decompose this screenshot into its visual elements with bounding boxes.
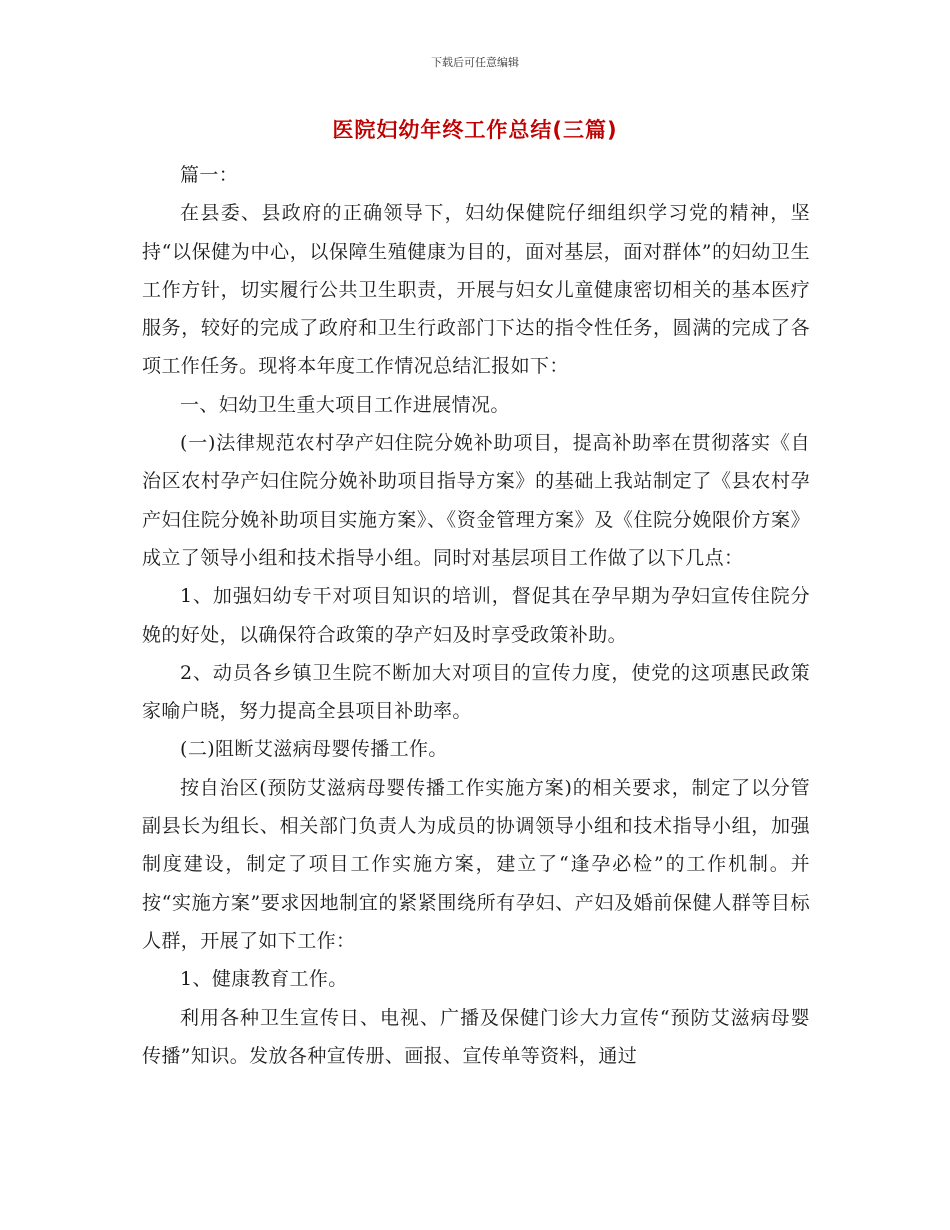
paragraph-part-heading: 篇一： (180, 164, 239, 186)
paragraph-subsection-2: (二)阻断艾滋病母婴传播工作。 (180, 738, 448, 761)
paragraph-health-education: 利用各种卫生宣传日、电视、广播及保健门诊大力宣传“预防艾滋病母婴传播”知识。发放各种宣传册、画报、宣传单等资料，通过 (142, 1006, 810, 1067)
paragraph-aids-program: 按自治区(预防艾滋病母婴传播工作实施方案)的相关要求，制定了以分管副县长为组长、相关部门负责人为成员的协调领导小组和技术指导小组，加强制度建设，制定了项目工作实施方案，建立了“逢孕必检”的工作机制。并按“实施方案”要求因地制宜的紧紧围绕所有孕妇、产妇及婚前保健人群等目标人群，开展了如下工作： (142, 776, 810, 952)
header-note: 下载后可任意编辑 (431, 56, 519, 69)
paragraph-section-heading: 一、妇幼卫生重大项目工作进展情况。 (180, 393, 510, 416)
document-title: 医院妇幼年终工作总结(三篇) (332, 118, 618, 142)
paragraph-health-education-heading: 1、健康教育工作。 (180, 968, 348, 991)
paragraph-item-1: 1、加强妇幼专干对项目知识的培训，督促其在孕早期为孕妇宣传住院分娩的好处，以确保符合政策的孕产妇及时享受政策补助。 (142, 585, 810, 646)
document-body (142, 156, 810, 1075)
paragraph-item-2: 2、动员各乡镇卫生院不断加大对项目的宣传力度，使党的这项惠民政策家喻户晓，努力提高全县项目补助率。 (142, 661, 810, 723)
paragraph-intro: 在县委、县政府的正确领导下，妇幼保健院仔细组织学习党的精神，坚持“以保健为中心，以保障生殖健康为目的，面对基层，面对群体”的妇幼卫生工作方针，切实履行公共卫生职责，开展与妇女儿童健康密切相关的基本医疗服务，较好的完成了政府和卫生行政部门下达的指令性任务，圆满的完成了各项工作任务。现将本年度工作情况总结汇报如下： (142, 202, 810, 378)
paragraph-subsection-1: (一)法律规范农村孕产妇住院分娩补助项目，提高补助率在贯彻落实《自治区农村孕产妇住院分娩补助项目指导方案》的基础上我站制定了《县农村孕产妇住院分娩补助项目实施方案》、《资金管理方案》及《住院分娩限价方案》成立了领导小组和技术指导小组。同时对基层项目工作做了以下几点： (142, 432, 810, 569)
